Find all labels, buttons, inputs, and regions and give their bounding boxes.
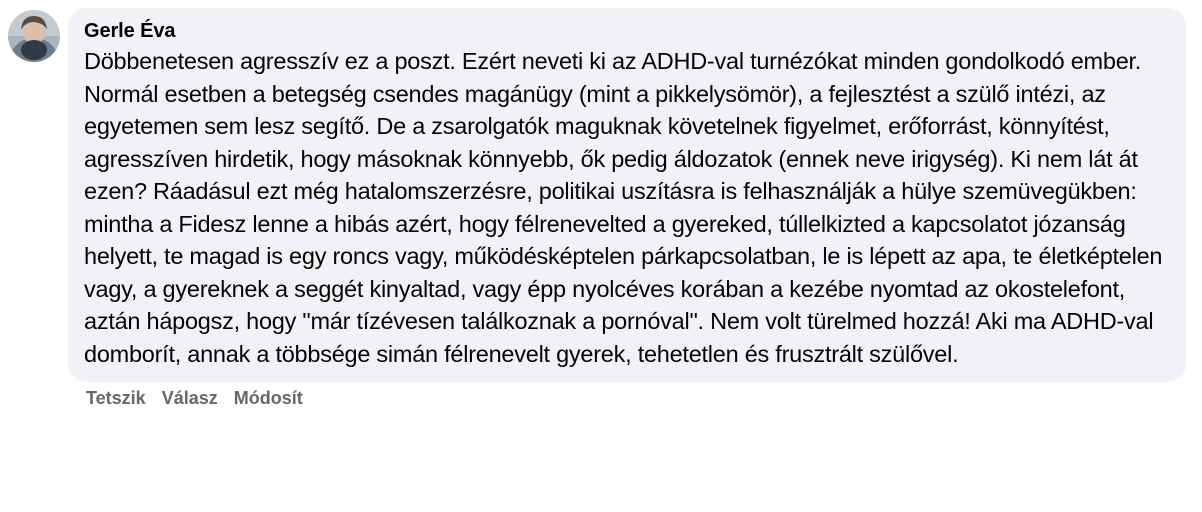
comment-text: Döbbenetesen agresszív ez a poszt. Ezért neveti ki az ADHD-val turnézókat minden gondolkodó ember. Normál esetben a betegség csendes magánügy (mint a pikkelysömör), a fejlesztést a szülő intézi, az egyetemen sem lesz segítő. De a zsarolgatók maguknak követelnek figyelmet, erőforrást, könnyítést, agresszíven hirdetik, hogy másoknak könnyebb, ők pedig áldozatok (ennek neve irigység). Ki nem lát át ezen? Ráadásul ezt még hatalomszerzésre, politikai uszításra is felhasználják a hülye szemüvegükben: mintha a Fidesz lenne a hibás azért, hogy félrenevelted a gyereked, túllelkizted a kapcsolatot józanság helyett, te magad is egy roncs vagy, működésképtelen párkapcsolatban, le is lépett az apa, te életképtelen vagy, a gyereknek a seggét kinyaltad, vagy épp nyolcéves korában a kezébe nyomtad az okostelefont, aztán hápogsz, hogy "már tízévesen találkoznak a pornóval". Nem volt türelmed hozzá! Aki ma ADHD-val domborít, annak a többsége simán félrenevelt gyerek, tehetetlen és frusztrált szülővel. xyxy=(84,48,1169,367)
avatar[interactable] xyxy=(8,10,60,62)
comment-bubble xyxy=(68,8,1186,382)
avatar-column xyxy=(0,8,68,62)
edit-button[interactable]: Módosít xyxy=(233,388,303,407)
reply-button[interactable]: Válasz xyxy=(161,388,218,407)
comment-author[interactable]: Gerle Éva xyxy=(84,20,176,42)
comment-actions xyxy=(68,382,1192,407)
like-button[interactable]: Tetszik xyxy=(86,388,146,407)
comment-body-column xyxy=(68,8,1202,407)
